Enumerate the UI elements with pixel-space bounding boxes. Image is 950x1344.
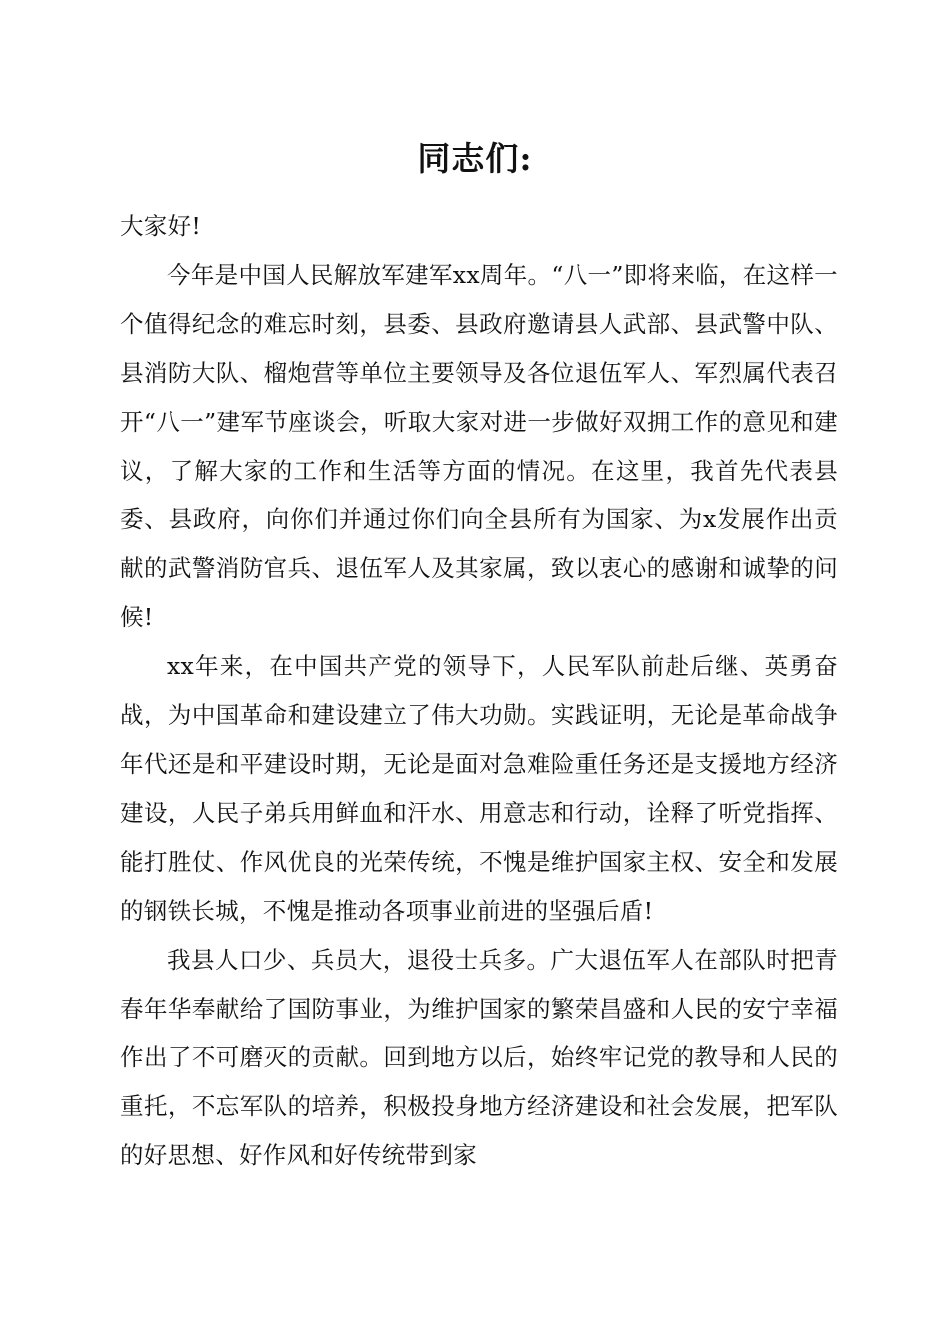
document-body: [120, 202, 838, 1180]
paragraph: 我县人口少、兵员大，退役士兵多。广大退伍军人在部队时把青春年华奉献给了国防事业，为维护国家的繁荣昌盛和人民的安宁幸福作出了不可磨灭的贡献。回到地方以后，始终牢记党的教导和人民的重托，不忘军队的培养，积极投身地方经济建设和社会发展，把军队的好思想、好作风和好传统带到家: [120, 945, 838, 1170]
page-title: 同志们:: [417, 139, 533, 178]
paragraph: xx年来，在中国共产党的领导下，人民军队前赴后继、英勇奋战，为中国革命和建设建立了伟大功勋。实践证明，无论是革命战争年代还是和平建设时期，无论是面对急难险重任务还是支援地方经济建设，人民子弟兵用鲜血和汗水、用意志和行动，诠释了听党指挥、能打胜仗、作风优良的光荣传统，不愧是维护国家主权、安全和发展的钢铁长城，不愧是推动各项事业前进的坚强后盾!: [120, 652, 838, 925]
paragraph: 今年是中国人民解放军建军xx周年。“八一”即将来临，在这样一个值得纪念的难忘时刻，县委、县政府邀请县人武部、县武警中队、县消防大队、榴炮营等单位主要领导及各位退伍军人、军烈属代表召开“八一”建军节座谈会，听取大家对进一步做好双拥工作的意见和建议，了解大家的工作和生活等方面的情况。在这里，我首先代表县委、县政府，向你们并通过你们向全县所有为国家、为x发展作出贡献的武警消防官兵、退伍军人及其家属，致以衷心的感谢和诚挚的问候!: [120, 260, 838, 632]
greeting: 大家好!: [120, 212, 202, 240]
